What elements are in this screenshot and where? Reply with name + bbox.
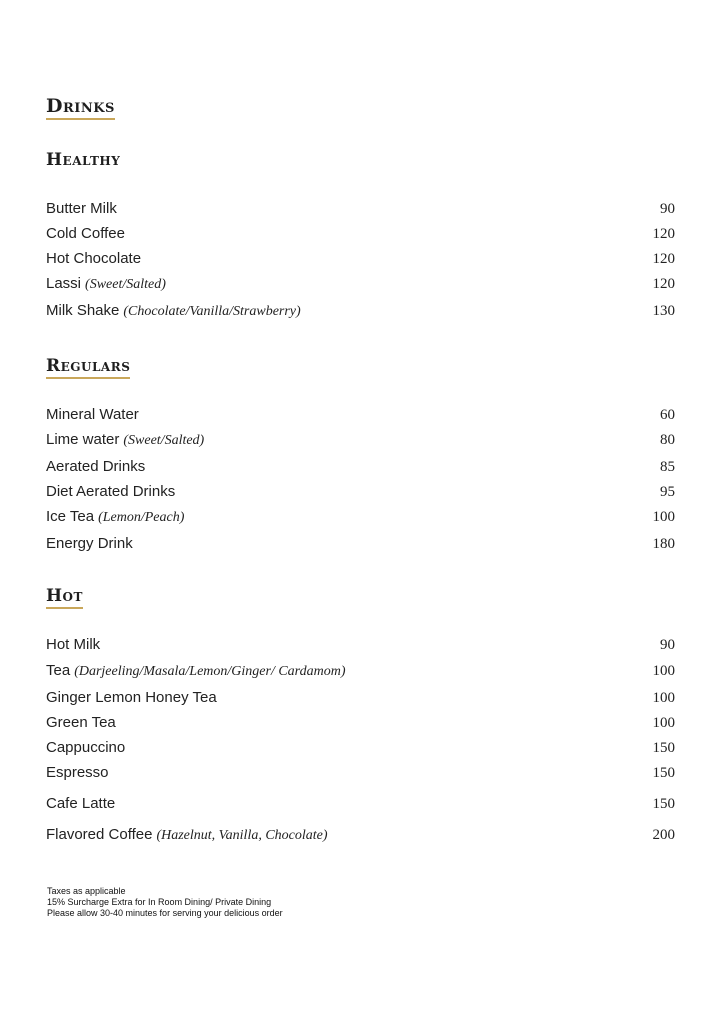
item-name: Lassi: [46, 275, 82, 292]
menu-item-diet-aerated-drinks: [46, 483, 675, 505]
item-name: Mineral Water: [46, 406, 139, 423]
item-name: Espresso: [46, 764, 109, 781]
item-note: (Sweet/Salted): [85, 277, 166, 292]
item-price: 100: [652, 663, 675, 679]
item-price: 200: [652, 827, 675, 843]
menu-item-cappuccino: [46, 739, 675, 761]
item-price: 150: [652, 796, 675, 812]
menu-item-milk-shake: [46, 302, 675, 324]
item-price: 90: [660, 637, 675, 653]
item-price: 95: [660, 484, 675, 500]
menu-title: Drinks: [46, 95, 115, 120]
item-name: Green Tea: [46, 714, 116, 731]
item-price: 120: [652, 226, 675, 242]
menu-item-hot-milk: [46, 636, 675, 658]
item-price: 80: [660, 432, 675, 448]
item-price: 130: [652, 303, 675, 319]
footer-surcharge-note: 15% Surcharge Extra for In Room Dining/ Private Dining: [47, 897, 272, 907]
menu-item-tea: [46, 662, 675, 684]
menu-item-ice-tea: [46, 508, 675, 530]
menu-item-cold-coffee: [46, 225, 675, 247]
item-price: 180: [652, 536, 675, 552]
menu-item-aerated-drinks: [46, 458, 675, 480]
menu-item-espresso: [46, 764, 675, 786]
item-name: Aerated Drinks: [46, 458, 146, 475]
item-price: 100: [652, 715, 675, 731]
item-price: 90: [660, 201, 675, 217]
item-price: 120: [652, 251, 675, 267]
item-name: Diet Aerated Drinks: [46, 483, 176, 500]
item-name: Flavored Coffee: [46, 826, 153, 843]
item-name: Ginger Lemon Honey Tea: [46, 689, 217, 706]
item-note: (Chocolate/Vanilla/Strawberry): [123, 304, 301, 319]
menu-item-mineral-water: [46, 406, 675, 428]
item-price: 150: [652, 765, 675, 781]
menu-item-energy-drink: [46, 535, 675, 557]
item-name: Cafe Latte: [46, 795, 116, 812]
item-price: 120: [652, 276, 675, 292]
menu-item-flavored-coffee: [46, 826, 675, 848]
menu-item-green-tea: [46, 714, 675, 736]
item-name: Tea: [46, 662, 71, 679]
item-price: 150: [652, 740, 675, 756]
footer-tax-note: Taxes as applicable: [47, 886, 126, 896]
section-heading-hot: Hot: [46, 586, 83, 609]
item-price: 60: [660, 407, 675, 423]
item-name: Cold Coffee: [46, 225, 125, 242]
item-note: (Hazelnut, Vanilla, Chocolate): [156, 828, 328, 843]
item-note: (Lemon/Peach): [98, 510, 185, 525]
item-name: Cappuccino: [46, 739, 126, 756]
item-note: (Sweet/Salted): [123, 433, 205, 448]
menu-item-lime-water: [46, 431, 675, 453]
item-name: Butter Milk: [46, 200, 117, 217]
item-price: 100: [652, 509, 675, 525]
section-heading-healthy: Healthy: [46, 150, 121, 170]
footer-serving-note: Please allow 30-40 minutes for serving your delicious order: [47, 908, 283, 918]
item-note: (Darjeeling/Masala/Lemon/Ginger/ Cardamom): [74, 664, 346, 679]
menu-item-lassi: [46, 275, 675, 297]
menu-item-butter-milk: [46, 200, 675, 222]
item-price: 85: [660, 459, 675, 475]
item-name: Lime water: [46, 431, 120, 448]
item-name: Ice Tea: [46, 508, 95, 525]
footer-notes: [47, 886, 283, 919]
section-heading-regulars: Regulars: [46, 356, 130, 379]
item-name: Hot Milk: [46, 636, 101, 653]
menu-item-hot-chocolate: [46, 250, 675, 272]
menu-item-ginger-lemon-honey-tea: [46, 689, 675, 711]
item-name: Milk Shake: [46, 302, 120, 319]
item-name: Energy Drink: [46, 535, 133, 552]
item-price: 100: [652, 690, 675, 706]
menu-item-cafe-latte: [46, 795, 675, 817]
item-name: Hot Chocolate: [46, 250, 142, 267]
